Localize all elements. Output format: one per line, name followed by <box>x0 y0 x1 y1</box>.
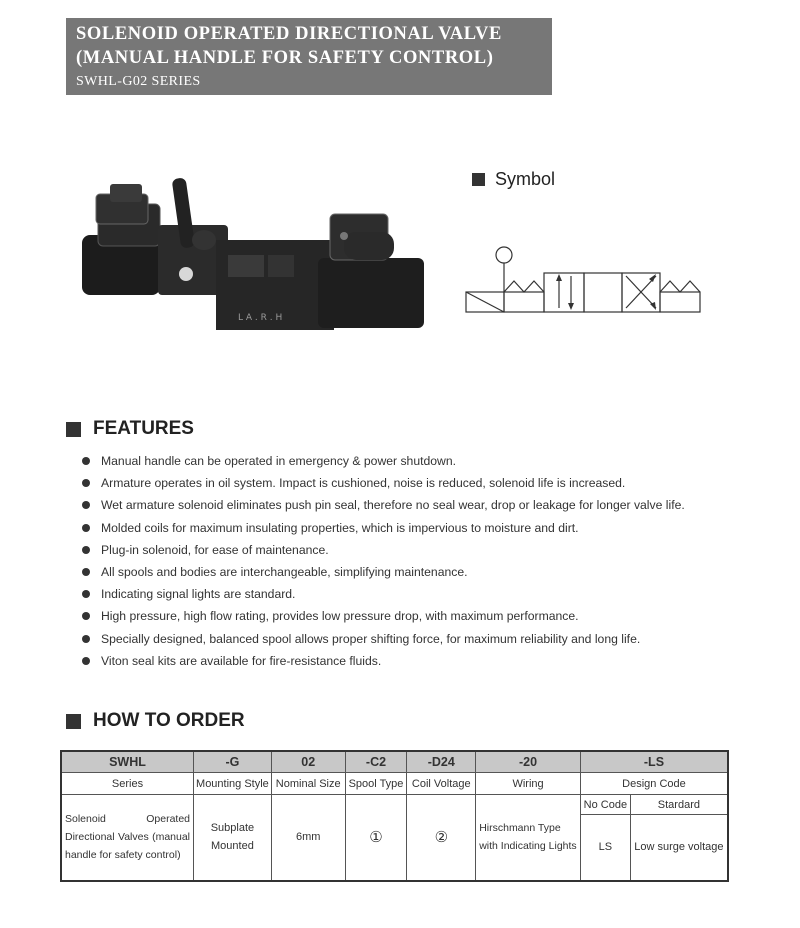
label-cell: Nominal Size <box>271 773 345 795</box>
title-banner <box>66 18 552 95</box>
label-cell: Spool Type <box>345 773 407 795</box>
page-title-line-1: SOLENOID OPERATED DIRECTIONAL VALVE <box>76 24 502 44</box>
code-cell: 02 <box>271 751 345 773</box>
feature-item: Viton seal kits are available for fire-resistance fluids. <box>82 652 685 674</box>
design-code-header-cell: No Code <box>580 795 630 815</box>
features-heading <box>66 418 194 440</box>
order-subheader-row <box>61 795 728 815</box>
wiring-value-cell: Hirschmann Type with Indicating Lights <box>476 795 581 881</box>
feature-item: All spools and bodies are interchangeable, simplifying maintenance. <box>82 563 685 585</box>
series-description-cell: Solenoid Operated Directional Valves (manual handle for safety control) <box>61 795 194 881</box>
voltage-value-cell: ② <box>407 795 476 881</box>
hydraulic-valve-symbol <box>462 240 702 320</box>
label-cell: Wiring <box>476 773 581 795</box>
size-value-cell: 6mm <box>271 795 345 881</box>
label-cell: Series <box>61 773 194 795</box>
code-cell: -C2 <box>345 751 407 773</box>
features-list <box>82 452 685 674</box>
spool-value-cell: ① <box>345 795 407 881</box>
order-label-row <box>61 773 728 795</box>
design-code-header-cell: Stardard <box>630 795 728 815</box>
design-code-value-cell: LS <box>580 815 630 881</box>
label-cell: Design Code <box>580 773 728 795</box>
mounting-value-cell: Subplate Mounted <box>194 795 272 881</box>
code-cell: -G <box>194 751 272 773</box>
feature-item: Molded coils for maximum insulating properties, which is impervious to moisture and dirt. <box>82 519 685 541</box>
feature-item: Manual handle can be operated in emergency & power shutdown. <box>82 452 685 474</box>
label-cell: Mounting Style <box>194 773 272 795</box>
feature-item: Plug-in solenoid, for ease of maintenance. <box>82 541 685 563</box>
heading-square-icon <box>66 422 81 437</box>
series-subtitle: SWHL-G02 SERIES <box>76 74 201 89</box>
code-cell: -20 <box>476 751 581 773</box>
symbol-heading <box>472 169 555 190</box>
label-cell: Coil Voltage <box>407 773 476 795</box>
order-code-row <box>61 751 728 773</box>
code-cell: -LS <box>580 751 728 773</box>
how-to-order-heading <box>66 710 245 732</box>
code-cell: SWHL <box>61 751 194 773</box>
code-cell: -D24 <box>407 751 476 773</box>
feature-item: Armature operates in oil system. Impact is cushioned, noise is reduced, solenoid life is increased. <box>82 474 685 496</box>
how-to-order-heading-text: HOW TO ORDER <box>93 710 245 731</box>
feature-item: Specially designed, balanced spool allows proper shifting force, for maximum reliability and long life. <box>82 630 685 652</box>
heading-square-icon <box>66 714 81 729</box>
feature-item: Indicating signal lights are standard. <box>82 585 685 607</box>
feature-item: Wet armature solenoid eliminates push pin seal, therefore no seal wear, drop or leakage for longer valve life. <box>82 496 685 518</box>
design-code-desc-cell: Low surge voltage <box>630 815 728 881</box>
order-code-table <box>60 750 729 882</box>
valve-product-image <box>78 170 428 340</box>
features-heading-text: FEATURES <box>93 418 194 439</box>
page-title-line-2: (MANUAL HANDLE FOR SAFETY CONTROL) <box>76 48 494 68</box>
heading-square-icon <box>472 173 485 186</box>
feature-item: High pressure, high flow rating, provides low pressure drop, with maximum performance. <box>82 607 685 629</box>
valve-plate-text: L A . R . H <box>238 313 283 323</box>
symbol-heading-text: Symbol <box>495 169 556 189</box>
